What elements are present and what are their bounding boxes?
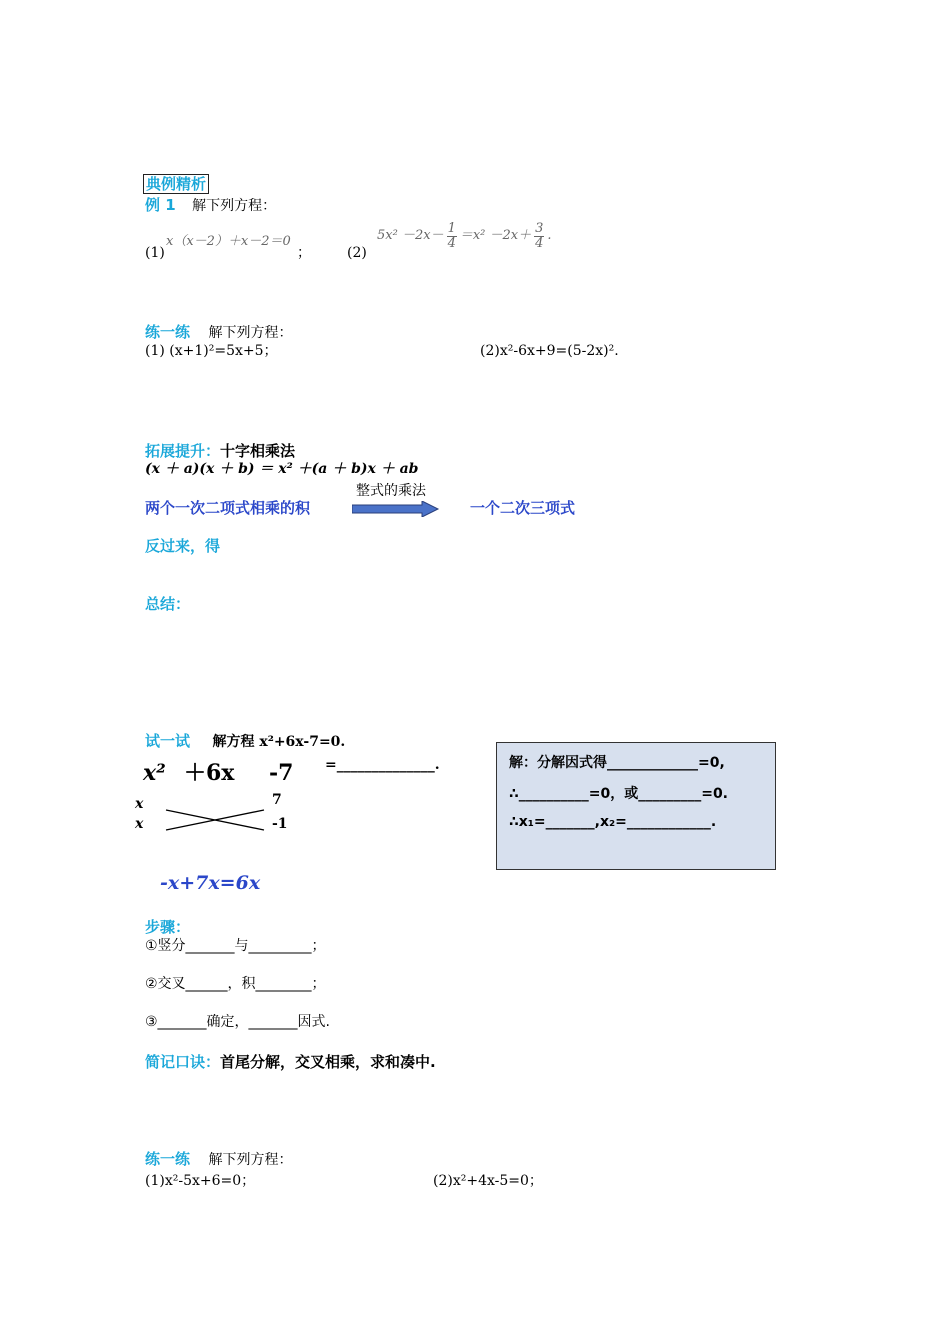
eq1-expression: x（x－2）＋x－2＝0 — [166, 234, 291, 249]
cross-check: -x+7x=6x — [160, 872, 261, 894]
eq2-expression — [377, 216, 552, 256]
section-title-examples: 典例精析 — [143, 174, 209, 194]
eq2-frac2-num: 3 — [535, 220, 544, 236]
steps-label: 步骤： — [145, 918, 191, 936]
try-heading — [145, 732, 345, 751]
extension-formula: (x ＋ a)(x ＋ b) ＝ x² ＋(a ＋ b)x ＋ ab — [145, 461, 419, 477]
right-arrow-icon — [352, 501, 440, 517]
practice1-heading — [145, 323, 292, 342]
eq2-mid: ＝x² －2x＋ — [459, 228, 532, 244]
try-label: 试一试 — [145, 732, 191, 750]
eq2-fraction-2 — [534, 222, 544, 250]
step-2: ②交叉______，积________； — [145, 976, 326, 992]
factor-result-blank: =______________. — [325, 757, 440, 773]
practice2-problem-2: (2)x²+4x-5=0； — [433, 1173, 543, 1189]
try-task: 解方程 x²+6x-7=0. — [212, 734, 346, 750]
term-minus-7: -7 — [269, 760, 294, 786]
eq2-frac2-den: 4 — [535, 235, 544, 251]
answer-line-3: ∴x₁=_______,x₂=____________. — [509, 814, 717, 830]
eq2-frac1-num: 1 — [447, 220, 456, 236]
practice1-problem-1: (1) (x+1)²=5x+5； — [145, 343, 278, 359]
term-6x: ＋6x — [184, 760, 235, 786]
practice2-text: 解下列方程： — [208, 1152, 293, 1168]
extension-left-text: 两个一次二项式相乘的积 — [145, 499, 311, 517]
answer-line-1: 解：分解因式得_____________=0, — [509, 755, 725, 771]
mnemonic-label: 简记口诀： — [145, 1053, 221, 1071]
practice2-label: 练一练 — [145, 1150, 191, 1168]
eq1-end: ； — [297, 245, 311, 261]
summary-label: 总结： — [145, 595, 191, 613]
eq2-frac1-den: 4 — [447, 235, 456, 251]
extension-right-text: 一个二次三项式 — [470, 499, 576, 517]
cross-right-top: 7 — [272, 792, 282, 808]
arrow-label: 整式的乘法 — [356, 483, 426, 499]
step-1: ①竖分_______与_________； — [145, 938, 326, 954]
example1-label: 例 1 — [145, 196, 176, 214]
eq2-fraction-1 — [447, 222, 457, 250]
eq2-end: . — [547, 228, 552, 244]
example1-text: 解下列方程： — [192, 198, 277, 214]
reverse-text: 反过来，得 — [145, 537, 221, 555]
extension-label: 拓展提升： — [145, 442, 221, 460]
cross-left-bottom: x — [135, 816, 144, 832]
cross-left-top: x — [135, 796, 144, 812]
cross-lines — [160, 804, 270, 834]
extension-heading — [145, 442, 295, 461]
practice1-label: 练一练 — [145, 323, 191, 341]
mnemonic-line — [145, 1053, 436, 1072]
eq2-lhs: 5x² －2x－ — [377, 228, 444, 244]
eq1-label: (1) — [145, 245, 165, 261]
cross-right-bottom: -1 — [272, 816, 288, 832]
practice2-heading — [145, 1150, 292, 1169]
practice2-problem-1: (1)x²-5x+6=0； — [145, 1173, 256, 1189]
extension-title: 十字相乘法 — [220, 442, 296, 460]
practice1-problem-2: (2)x²-6x+9=(5-2x)². — [480, 343, 619, 359]
answer-box — [496, 742, 776, 870]
mnemonic-text: 首尾分解，交叉相乘，求和凑中. — [220, 1053, 436, 1071]
eq2-label: (2) — [347, 245, 367, 261]
answer-line-2: ∴__________=0，或_________=0. — [509, 786, 729, 802]
example1-line — [145, 196, 276, 215]
practice1-text: 解下列方程： — [208, 325, 293, 341]
term-x-squared: x² — [143, 760, 166, 786]
step-3: ③_______确定，_______因式. — [145, 1014, 331, 1030]
